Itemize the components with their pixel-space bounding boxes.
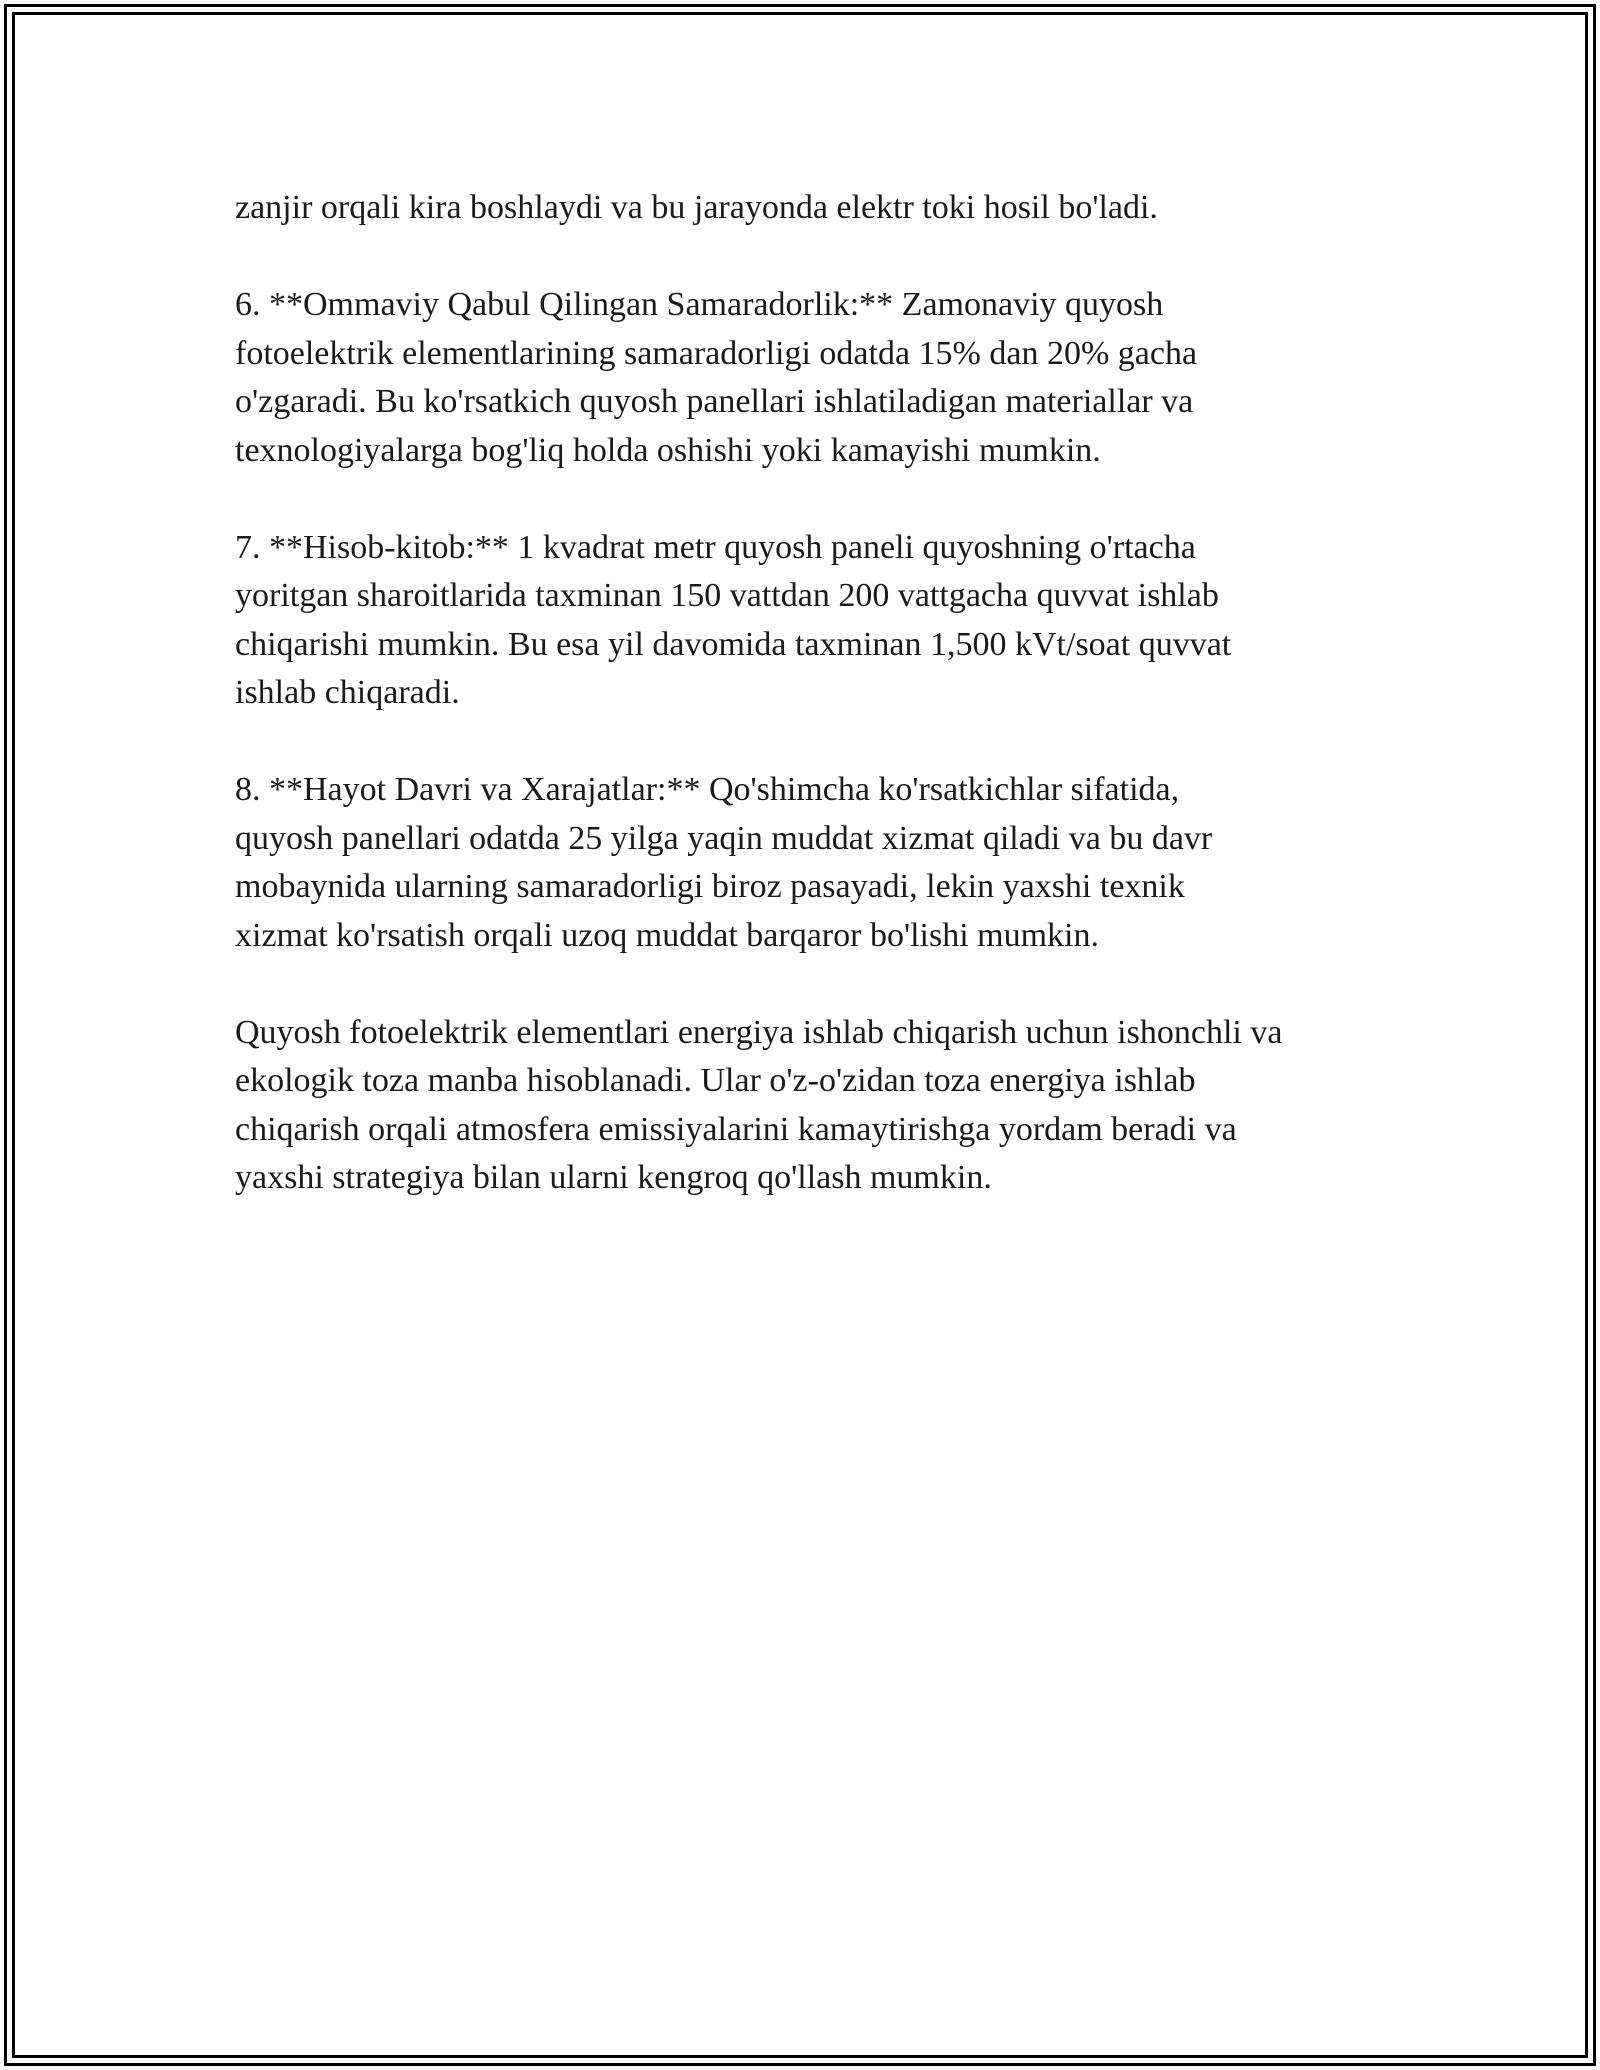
text-line: 7. **Hisob-kitob:** 1 kvadrat metr quyosh paneli quyoshning o'rtacha bbox=[235, 528, 1196, 566]
document-body bbox=[235, 184, 1395, 1251]
paragraph-item-6 bbox=[235, 281, 1395, 475]
text-line: Quyosh fotoelektrik elementlari energiya ishlab chiqarish uchun ishonchli va bbox=[235, 1013, 1283, 1051]
text-line: ekologik toza manba hisoblanadi. Ular o'z-o'zidan toza energiya ishlab bbox=[235, 1062, 1196, 1099]
text-line: zanjir orqali kira boshlaydi va bu jarayonda elektr toki hosil bo'ladi. bbox=[235, 189, 1158, 226]
paragraph-conclusion bbox=[235, 1009, 1395, 1203]
paragraph-continuation bbox=[235, 184, 1395, 233]
text-line: yoritgan sharoitlarida taxminan 150 vattdan 200 vattgacha quvvat ishlab bbox=[235, 577, 1219, 614]
text-line: 8. **Hayot Davri va Xarajatlar:** Qo'shimcha ko'rsatkichlar sifatida, bbox=[235, 771, 1180, 808]
text-line: quyosh panellari odatda 25 yilga yaqin muddat xizmat qiladi va bu davr bbox=[235, 819, 1213, 857]
text-line: xizmat ko'rsatish orqali uzoq muddat barqaror bo'lishi mumkin. bbox=[235, 916, 1099, 954]
text-line: ishlab chiqaradi. bbox=[235, 674, 460, 711]
text-line: fotoelektrik elementlarining samaradorligi odatda 15% dan 20% gacha bbox=[235, 334, 1198, 372]
text-line: mobaynida ularning samaradorligi biroz pasayadi, lekin yaxshi texnik bbox=[235, 868, 1185, 905]
paragraph-item-8 bbox=[235, 766, 1395, 960]
text-line: yaxshi strategiya bilan ularni kengroq qo'llash mumkin. bbox=[235, 1159, 992, 1196]
text-line: 6. **Ommaviy Qabul Qilingan Samaradorlik:** Zamonaviy quyosh bbox=[235, 286, 1164, 323]
text-line: texnologiyalarga bog'liq holda oshishi yoki kamayishi mumkin. bbox=[235, 431, 1101, 469]
text-line: o'zgaradi. Bu ko'rsatkich quyosh panellari ishlatiladigan materiallar va bbox=[235, 383, 1194, 420]
text-line: chiqarishi mumkin. Bu esa yil davomida taxminan 1,500 kVt/soat quvvat bbox=[235, 625, 1232, 663]
paragraph-item-7 bbox=[235, 524, 1395, 718]
text-line: chiqarish orqali atmosfera emissiyalarini kamaytirishga yordam beradi va bbox=[235, 1110, 1237, 1148]
